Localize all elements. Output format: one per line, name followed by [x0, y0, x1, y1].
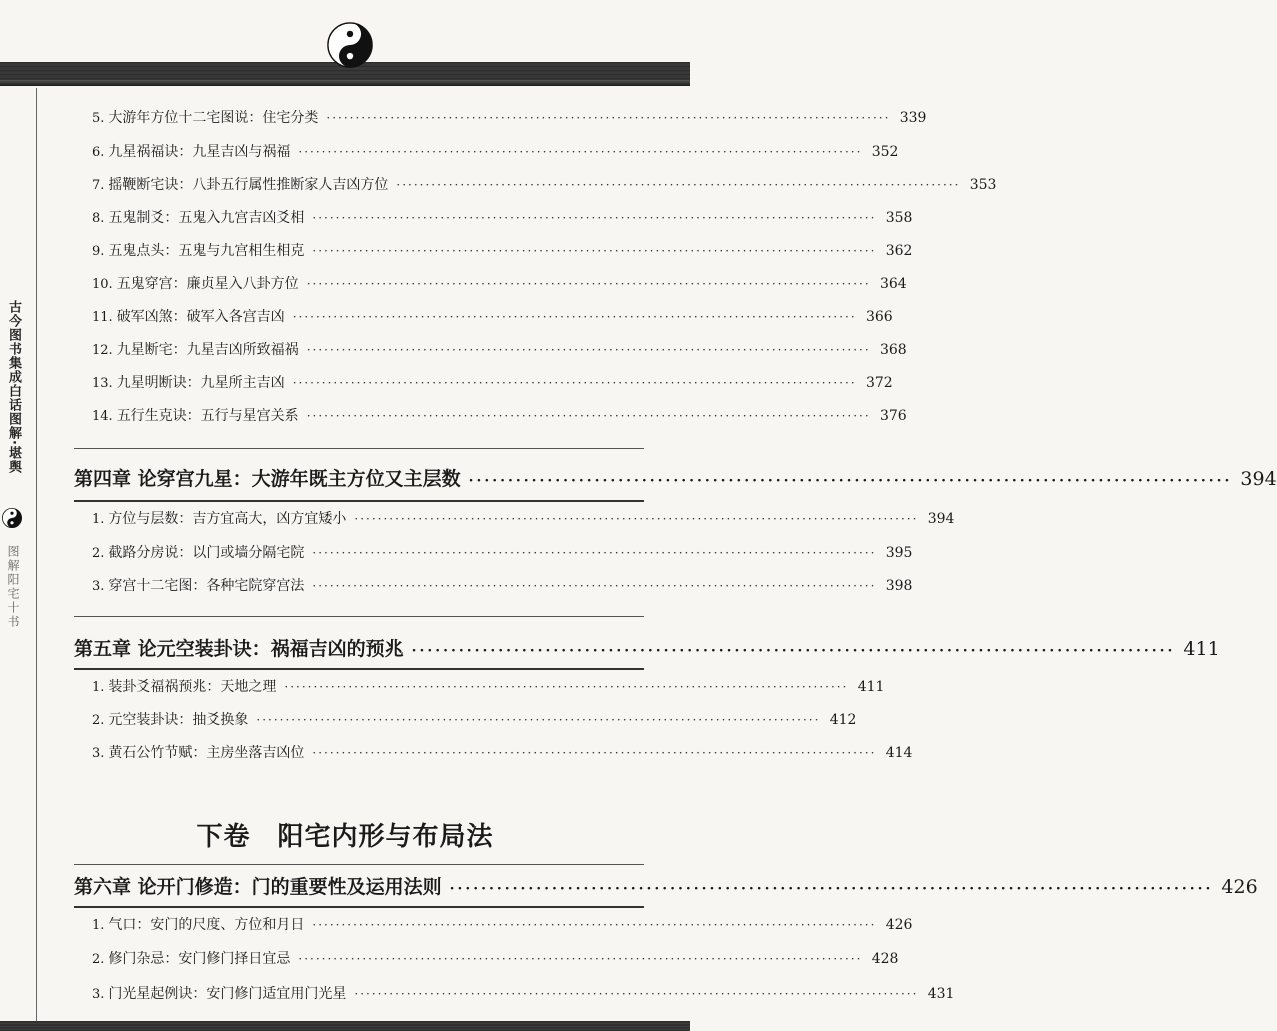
dot-leader: ·································································································: [306, 343, 871, 357]
toc-entry[interactable]: [92, 339, 907, 365]
dot-leader: ·································································································: [298, 952, 863, 966]
toc-entry[interactable]: [92, 306, 893, 332]
entry-title: 黄石公竹节赋：主房坐落吉凶位: [108, 745, 305, 761]
page-number: 339: [899, 110, 927, 126]
entry-number: 1.: [92, 918, 105, 933]
entry-title: 装卦爻福祸预兆：天地之理: [108, 679, 277, 695]
entry-title: 修门杂忌：安门修门择日宜忌: [108, 951, 291, 967]
divider: [74, 906, 644, 908]
entry-title: 五鬼制爻：五鬼入九宫吉凶爻相: [108, 210, 305, 226]
dot-leader: ·································································································: [354, 512, 919, 526]
entry-number: 12.: [92, 343, 113, 358]
entry-number: 9.: [92, 244, 105, 259]
page-number: 368: [879, 342, 907, 358]
divider: [74, 864, 644, 865]
dot-leader: ·································································································: [312, 579, 877, 593]
toc-entry[interactable]: [92, 676, 885, 702]
yin-yang-icon: [2, 508, 22, 528]
entry-number: 2.: [92, 952, 105, 967]
entry-number: 3.: [92, 746, 105, 761]
dot-leader: ·································································································: [312, 211, 877, 225]
toc-entry[interactable]: [92, 372, 893, 398]
page-number: 364: [879, 276, 907, 292]
entry-number: 10.: [92, 277, 113, 292]
dot-leader: ·································································································: [312, 546, 877, 560]
dot-leader: ·································································································: [326, 111, 891, 125]
page-number: 428: [871, 951, 899, 967]
toc-entry[interactable]: [92, 914, 913, 940]
yin-yang-icon: [327, 22, 373, 68]
book-series-title: 古今图书集成白话图解·堪舆: [6, 300, 21, 474]
page-number: 426: [1221, 876, 1258, 898]
entry-number: 14.: [92, 409, 113, 424]
page-number: 353: [969, 177, 997, 193]
entry-title: 元空装卦诀：抽爻换象: [108, 712, 249, 728]
dot-leader: ·································································································: [312, 746, 877, 760]
toc-entry[interactable]: [92, 141, 899, 167]
entry-number: 3.: [92, 579, 105, 594]
dot-leader: ·································································································: [411, 643, 1176, 659]
chapter-heading[interactable]: [74, 872, 1258, 906]
entry-number: 11.: [92, 310, 113, 325]
dot-leader: ·································································································: [298, 145, 863, 159]
entry-number: 6.: [92, 145, 105, 160]
page-number: 394: [927, 511, 955, 527]
page-number: 358: [885, 210, 913, 226]
chapter-title: 第五章 论元空装卦诀：祸福吉凶的预兆: [74, 638, 404, 660]
dot-leader: ·································································································: [284, 680, 849, 694]
entry-number: 2.: [92, 546, 105, 561]
page-number: 372: [865, 375, 893, 391]
dot-leader: ·································································································: [468, 473, 1233, 489]
page-number: 412: [829, 712, 857, 728]
margin-rule: [36, 88, 37, 1031]
page-number: 411: [1183, 638, 1220, 660]
entry-title: 九星断宅：九星吉凶所致福祸: [116, 342, 299, 358]
divider: [74, 448, 644, 449]
entry-number: 5.: [92, 111, 105, 126]
entry-title: 五鬼点头：五鬼与九宫相生相克: [108, 243, 305, 259]
chapter-heading[interactable]: [74, 634, 1220, 668]
page-number: 352: [871, 144, 899, 160]
entry-title: 摇鞭断宅诀：八卦五行属性推断家人吉凶方位: [108, 177, 389, 193]
page-number: 376: [879, 408, 907, 424]
entry-number: 8.: [92, 211, 105, 226]
chapter-heading[interactable]: [74, 464, 1277, 498]
entry-title: 截路分房说：以门或墙分隔宅院: [108, 545, 305, 561]
toc-entry[interactable]: [92, 542, 913, 568]
page-number: 394: [1240, 468, 1277, 490]
book-subtitle: 图解阳宅十书: [6, 545, 20, 629]
dot-leader: ·································································································: [256, 713, 821, 727]
toc-entry[interactable]: [92, 273, 907, 299]
entry-title: 九星祸福诀：九星吉凶与祸福: [108, 144, 291, 160]
entry-title: 方位与层数：吉方宜高大，凶方宜矮小: [108, 511, 347, 527]
entry-title: 五鬼穿宫：廉贞星入八卦方位: [116, 276, 299, 292]
divider: [74, 616, 644, 617]
page-number: 362: [885, 243, 913, 259]
page-number: 398: [885, 578, 913, 594]
footer-band: [0, 1021, 690, 1031]
page-number: 366: [865, 309, 893, 325]
toc-entry[interactable]: [92, 240, 913, 266]
entry-title: 穿宫十二宅图：各种宅院穿宫法: [108, 578, 305, 594]
dot-leader: ·································································································: [312, 918, 877, 932]
entry-number: 3.: [92, 987, 105, 1002]
chapter-title: 第六章 论开门修造：门的重要性及运用法则: [74, 876, 442, 898]
chapter-title: 第四章 论穿宫九星：大游年既主方位又主层数: [74, 468, 461, 490]
entry-number: 1.: [92, 680, 105, 695]
toc-entry[interactable]: [92, 575, 913, 601]
entry-number: 13.: [92, 376, 113, 391]
entry-number: 2.: [92, 713, 105, 728]
entry-title: 九星明断诀：九星所主吉凶: [116, 375, 285, 391]
toc-entry[interactable]: [92, 174, 997, 200]
toc-entry[interactable]: [92, 107, 927, 133]
toc-entry[interactable]: [92, 709, 857, 735]
entry-title: 破军凶煞：破军入各宫吉凶: [116, 309, 285, 325]
toc-entry[interactable]: [92, 508, 955, 534]
toc-entry[interactable]: [92, 948, 899, 974]
entry-number: 1.: [92, 512, 105, 527]
toc-entry[interactable]: [92, 742, 913, 768]
dot-leader: ·································································································: [312, 244, 877, 258]
page-number: 426: [885, 917, 913, 933]
toc-entry[interactable]: [92, 207, 913, 233]
entry-title: 五行生克诀：五行与星宫关系: [116, 408, 299, 424]
page-number: 411: [857, 679, 885, 695]
dot-leader: ·································································································: [292, 310, 857, 324]
entry-title: 门光星起例诀：安门修门适宜用门光星: [108, 986, 347, 1002]
page-number: 414: [885, 745, 913, 761]
dot-leader: ·································································································: [396, 178, 961, 192]
toc-entry[interactable]: [92, 405, 907, 431]
dot-leader: ·································································································: [354, 987, 919, 1001]
dot-leader: ·································································································: [449, 881, 1214, 897]
entry-number: 7.: [92, 178, 105, 193]
dot-leader: ·································································································: [306, 409, 871, 423]
dot-leader: ·································································································: [306, 277, 871, 291]
page-number: 431: [927, 986, 955, 1002]
dot-leader: ·································································································: [292, 376, 857, 390]
divider: [74, 668, 644, 670]
volume-heading: 下卷 阳宅内形与布局法: [196, 822, 494, 852]
divider: [74, 500, 644, 502]
entry-title: 气口：安门的尺度、方位和月日: [108, 917, 305, 933]
page-number: 395: [885, 545, 913, 561]
entry-title: 大游年方位十二宅图说：住宅分类: [108, 110, 319, 126]
toc-entry[interactable]: [92, 983, 955, 1009]
